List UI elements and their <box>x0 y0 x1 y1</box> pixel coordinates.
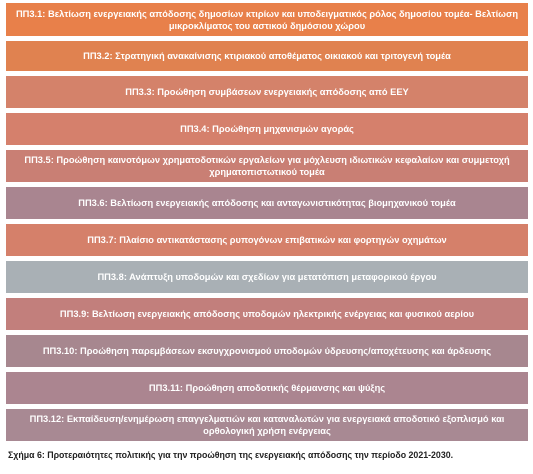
priority-text: Βελτίωση ενεργειακής απόδοσης υποδομών ηλεκτρικής ενέργειας και φυσικού αερίου <box>91 309 475 319</box>
priority-code: ΠΠ3.5 <box>24 155 51 165</box>
priority-text: Προώθηση καινοτόμων χρηματοδοτικών εργαλείων για μόχλευση ιδιωτικών κεφαλαίων και συμμετοχή χρηματοπιστωτικού τομέα <box>56 155 510 177</box>
priority-text: Πλαίσιο αντικατάστασης ρυπογόνων επιβατικών και φορτηγών οχημάτων <box>119 235 447 245</box>
priority-code: ΠΠ3.8 <box>97 272 124 282</box>
priority-label: ΠΠ3.8: Ανάπτυξη υποδομών και σχεδίων για μετατόπιση μεταφορικού έργου <box>97 272 437 282</box>
priority-code: ΠΠ3.4 <box>180 124 207 134</box>
priority-code: ΠΠ3.3 <box>125 87 152 97</box>
priorities-list <box>6 3 528 446</box>
priority-bar-3-12 <box>6 409 528 441</box>
priority-bar-3-5 <box>6 150 528 182</box>
priority-text: Προώθηση παρεμβάσεων εκσυγχρονισμού υποδομών ύδρευσης/αποχέτευσης και άρδευσης <box>80 346 492 356</box>
priority-label: ΠΠ3.2: Στρατηγική ανακαίνισης κτιριακού αποθέματος οικιακού και τριτογενή τομέα <box>83 51 451 61</box>
priority-bar-3-7 <box>6 224 528 256</box>
priority-text: Στρατηγική ανακαίνισης κτιριακού αποθέματος οικιακού και τριτογενή τομέα <box>115 51 451 61</box>
priority-label: ΠΠ3.9: Βελτίωση ενεργειακής απόδοσης υποδομών ηλεκτρικής ενέργειας και φυσικού αερίου <box>59 309 475 319</box>
priority-label: ΠΠ3.4: Προώθηση μηχανισμών αγοράς <box>180 124 354 134</box>
priority-bar-3-6 <box>6 187 528 219</box>
priority-text: Προώθηση μηχανισμών αγοράς <box>212 124 354 134</box>
priority-code: ΠΠ3.1 <box>15 8 43 19</box>
priority-code: ΠΠ3.10 <box>42 346 75 356</box>
priority-bar-3-8 <box>6 261 528 293</box>
priority-code: ΠΠ3.7 <box>87 235 114 245</box>
priority-code: ΠΠ3.2 <box>83 51 110 61</box>
priority-text: Ανάπτυξη υποδομών και σχεδίων για μετατόπιση μεταφορικού έργου <box>129 272 437 282</box>
priority-label: ΠΠ3.3: Προώθηση συμβάσεων ενεργειακής απόδοσης από ΕΕΥ <box>125 87 409 97</box>
priority-label: ΠΠ3.1: Βελτίωση ενεργειακής απόδοσης δημοσίων κτιρίων και υποδειγματικός ρόλος δημοσίου τομέα- Βελτίωση μικροκλίματος του αστικού δημόσιου χώρου <box>15 8 519 31</box>
priority-bar-3-2 <box>6 41 528 71</box>
priority-label: ΠΠ3.10: Προώθηση παρεμβάσεων εκσυγχρονισμού υποδομών ύδρευσης/αποχέτευσης και άρδευσης <box>42 346 492 356</box>
priority-label: ΠΠ3.5: Προώθηση καινοτόμων χρηματοδοτικών εργαλείων για μόχλευση ιδιωτικών κεφαλαίων και συμμετοχή χρηματοπιστωτικού τομέα <box>24 155 510 177</box>
figure-caption: Σχήμα 6: Προτεραιότητες πολιτικής για την προώθηση της ενεργειακής απόδοσης την περίοδο 2021-2030. <box>8 450 454 460</box>
priority-label: ΠΠ3.12: Εκπαίδευση/ενημέρωση επαγγελματιών και καταναλωτών για ενεργειακά αποδοτικό εξοπλισμό και ορθολογική χρήση ενέργειας <box>29 414 505 436</box>
priority-bar-3-10 <box>6 335 528 367</box>
priority-bar-3-4 <box>6 113 528 145</box>
priority-bar-3-11 <box>6 372 528 404</box>
priority-code: ΠΠ3.12 <box>29 414 62 424</box>
priority-code: ΠΠ3.9 <box>59 309 87 319</box>
priority-bar-3-1 <box>6 3 528 36</box>
priority-text: Εκπαίδευση/ενημέρωση επαγγελματιών και καταναλωτών για ενεργειακά αποδοτικό εξοπλισμό και ορθολογική χρήση ενέργειας <box>66 414 505 436</box>
priority-text: Προώθηση αποδοτικής θέρμανσης και ψύξης <box>185 383 386 393</box>
priority-label: ΠΠ3.6: Βελτίωση ενεργειακής απόδοσης και ανταγωνιστικότητας βιομηχανικού τομέα <box>78 198 456 208</box>
priority-bar-3-9 <box>6 298 528 330</box>
priority-code: ΠΠ3.11 <box>148 383 180 393</box>
priority-text: Βελτίωση ενεργειακής απόδοσης και ανταγωνιστικότητας βιομηχανικού τομέα <box>110 198 456 208</box>
priority-label: ΠΠ3.11: Προώθηση αποδοτικής θέρμανσης και ψύξης <box>148 383 386 393</box>
priority-label: ΠΠ3.7: Πλαίσιο αντικατάστασης ρυπογόνων επιβατικών και φορτηγών οχημάτων <box>87 235 447 245</box>
priority-text: Προώθηση συμβάσεων ενεργειακής απόδοσης από ΕΕΥ <box>157 87 409 97</box>
priority-bar-3-3 <box>6 76 528 108</box>
priority-text: Βελτίωση ενεργειακής απόδοσης δημοσίων κτιρίων και υποδειγματικός ρόλος δημοσίου τομέα- Βελτίωση μικροκλίματος του αστικού δημόσιου χώρου <box>47 8 519 31</box>
priority-code: ΠΠ3.6 <box>78 198 105 208</box>
